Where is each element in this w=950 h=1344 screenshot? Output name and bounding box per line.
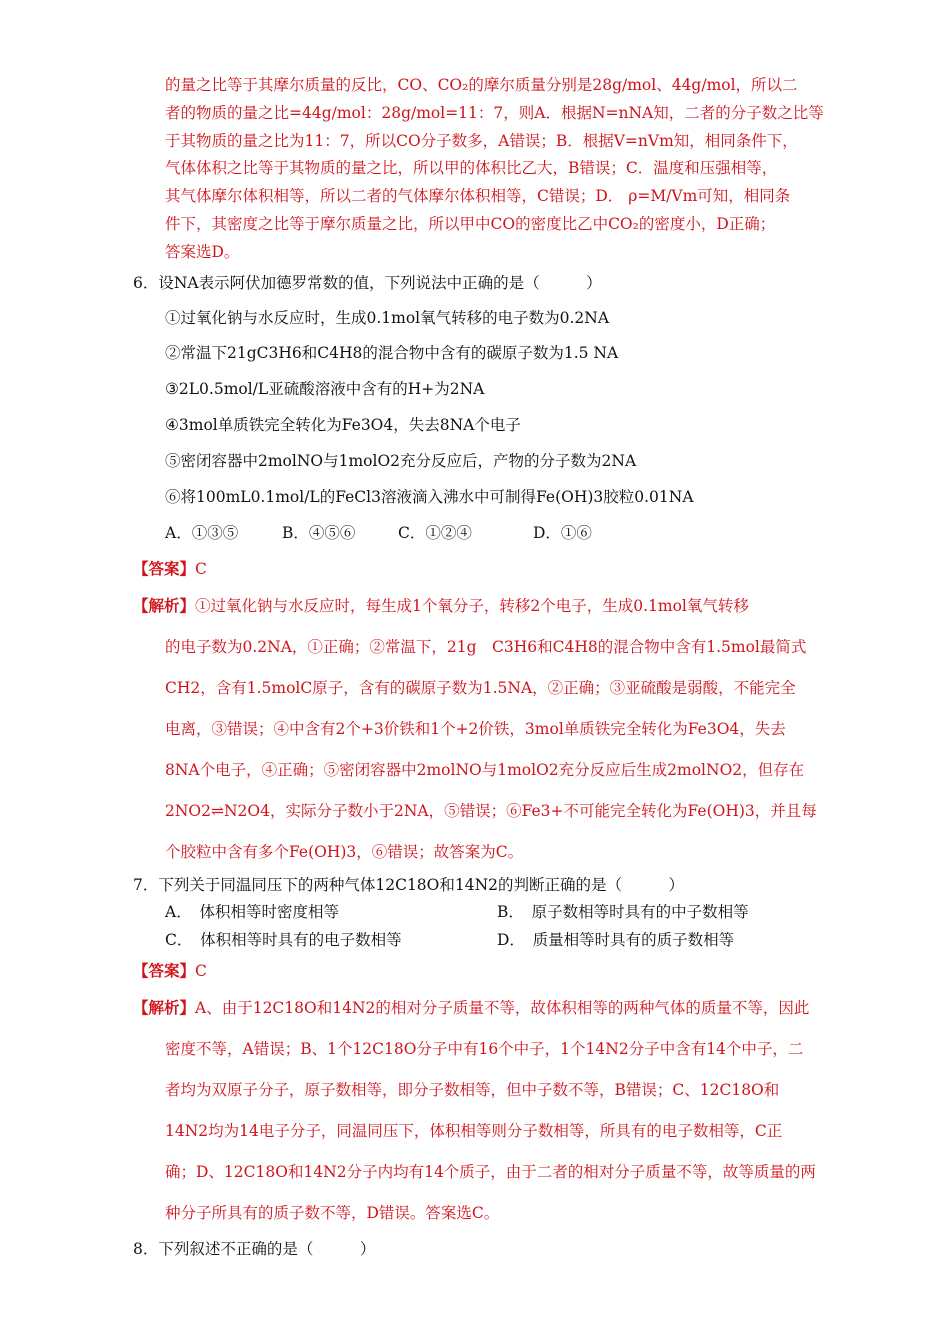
option-b: B．④⑤⑥ — [282, 524, 356, 542]
analysis-line: 件下，其密度之比等于摩尔质量之比，所以甲中CO的密度比乙中CO₂的密度小，D正确； — [165, 215, 776, 233]
statement-item: ③2L0.5mol/L亚硫酸溶液中含有的H+为2NA — [165, 380, 485, 398]
analysis-line: ①过氧化钠与水反应时，每生成1个氧分子，转移2个电子，生成0.1mol氧气转移 — [195, 597, 749, 615]
analysis-row — [133, 596, 749, 616]
analysis-line: 8NA个电子，④正确；⑤密闭容器中2molNO与1molO2充分反应后生成2molNO2，但存在 — [165, 761, 805, 779]
analysis-row — [133, 998, 809, 1018]
analysis-line: 气体体积之比等于其物质的量之比，所以甲的体积比乙大，B错误；C．温度和压强相等， — [165, 159, 778, 177]
analysis-line: 个胶粒中含有多个Fe(OH)3，⑥错误；故答案为C。 — [165, 843, 524, 861]
option-a: A． 体积相等时密度相等 — [165, 903, 339, 921]
option-b: B． 原子数相等时具有的中子数相等 — [497, 903, 749, 921]
answer-tag: 【答案】 — [133, 961, 196, 980]
analysis-line: CH2，含有1.5molC原子，含有的碳原子数为1.5NA，②正确；③亚硫酸是弱酸，不能完全 — [165, 679, 796, 697]
analysis-line: 者的物质的量之比=44g/mol：28g/mol=11：7，则A．根据N=nNA知，二者的分子数之比等 — [165, 104, 824, 122]
question-stem: 6．设NA表示阿伏加德罗常数的值，下列说法中正确的是（ ） — [133, 274, 602, 292]
option-c: C． 体积相等时具有的电子数相等 — [165, 931, 402, 949]
analysis-line: 电离，③错误；④中含有2个+3价铁和1个+2价铁，3mol单质铁完全转化为Fe3O4，失去 — [165, 720, 786, 738]
question-stem: 7．下列关于同温同压下的两种气体12C18O和14N2的判断正确的是（ ） — [133, 876, 685, 894]
option-d: D．①⑥ — [533, 524, 592, 542]
analysis-line: 确；D、12C18O和14N2分子内均有14个质子，由于二者的相对分子质量不等，故等质量的两 — [165, 1163, 816, 1181]
analysis-line: 于其物质的量之比为11：7，所以CO分子数多，A错误；B．根据V=nVm知，相同条件下， — [165, 132, 798, 150]
option-d: D． 质量相等时具有的质子数相等 — [497, 931, 735, 949]
answer-row — [133, 961, 207, 981]
analysis-tag: 【解析】 — [133, 596, 196, 615]
analysis-line: A、由于12C18O和14N2的相对分子质量不等，故体积相等的两种气体的质量不等，因此 — [195, 999, 810, 1017]
statement-item: ②常温下21gC3H6和C4H8的混合物中含有的碳原子数为1.5 NA — [165, 344, 619, 362]
question-stem: 8．下列叙述不正确的是（ ） — [133, 1240, 376, 1258]
analysis-line: 者均为双原子分子，原子数相等，即分子数相等，但中子数不等，B错误；C、12C18O和 — [165, 1081, 780, 1099]
analysis-line: 的量之比等于其摩尔质量的反比，CO、CO₂的摩尔质量分别是28g/mol、44g/mol，所以二 — [165, 76, 798, 94]
answer-value: C — [195, 560, 207, 578]
statement-item: ⑤密闭容器中2molNO与1molO2充分反应后，产物的分子数为2NA — [165, 452, 637, 470]
answer-value: C — [195, 962, 207, 980]
analysis-line: 答案选D。 — [165, 243, 240, 261]
option-a: A．①③⑤ — [165, 524, 239, 542]
statement-item: ⑥将100mL0.1mol/L的FeCl3溶液滴入沸水中可制得Fe(OH)3胶粒0.01NA — [165, 488, 694, 506]
option-c: C．①②④ — [398, 524, 472, 542]
statement-item: ④3mol单质铁完全转化为Fe3O4，失去8NA个电子 — [165, 416, 521, 434]
analysis-line: 其气体摩尔体积相等，所以二者的气体摩尔体积相等，C错误；D． ρ=M/Vm可知，相同条 — [165, 187, 791, 205]
statement-item: ①过氧化钠与水反应时，生成0.1mol氧气转移的电子数为0.2NA — [165, 309, 610, 327]
analysis-line: 的电子数为0.2NA，①正确；②常温下，21g C3H6和C4H8的混合物中含有1.5mol最简式 — [165, 638, 807, 656]
analysis-line: 种分子所具有的质子数不等，D错误。答案选C。 — [165, 1204, 500, 1222]
answer-row — [133, 559, 207, 579]
answer-tag: 【答案】 — [133, 559, 196, 578]
analysis-line: 2NO2⇌N2O4，实际分子数小于2NA，⑤错误；⑥Fe3+不可能完全转化为Fe(OH)3，并且每 — [165, 802, 817, 820]
analysis-line: 密度不等，A错误；B、1个12C18O分子中有16个中子，1个14N2分子中含有14个中子，二 — [165, 1040, 804, 1058]
analysis-line: 14N2均为14电子分子，同温同压下，体积相等则分子数相等，所具有的电子数相等，C正 — [165, 1122, 783, 1140]
analysis-tag: 【解析】 — [133, 998, 196, 1017]
